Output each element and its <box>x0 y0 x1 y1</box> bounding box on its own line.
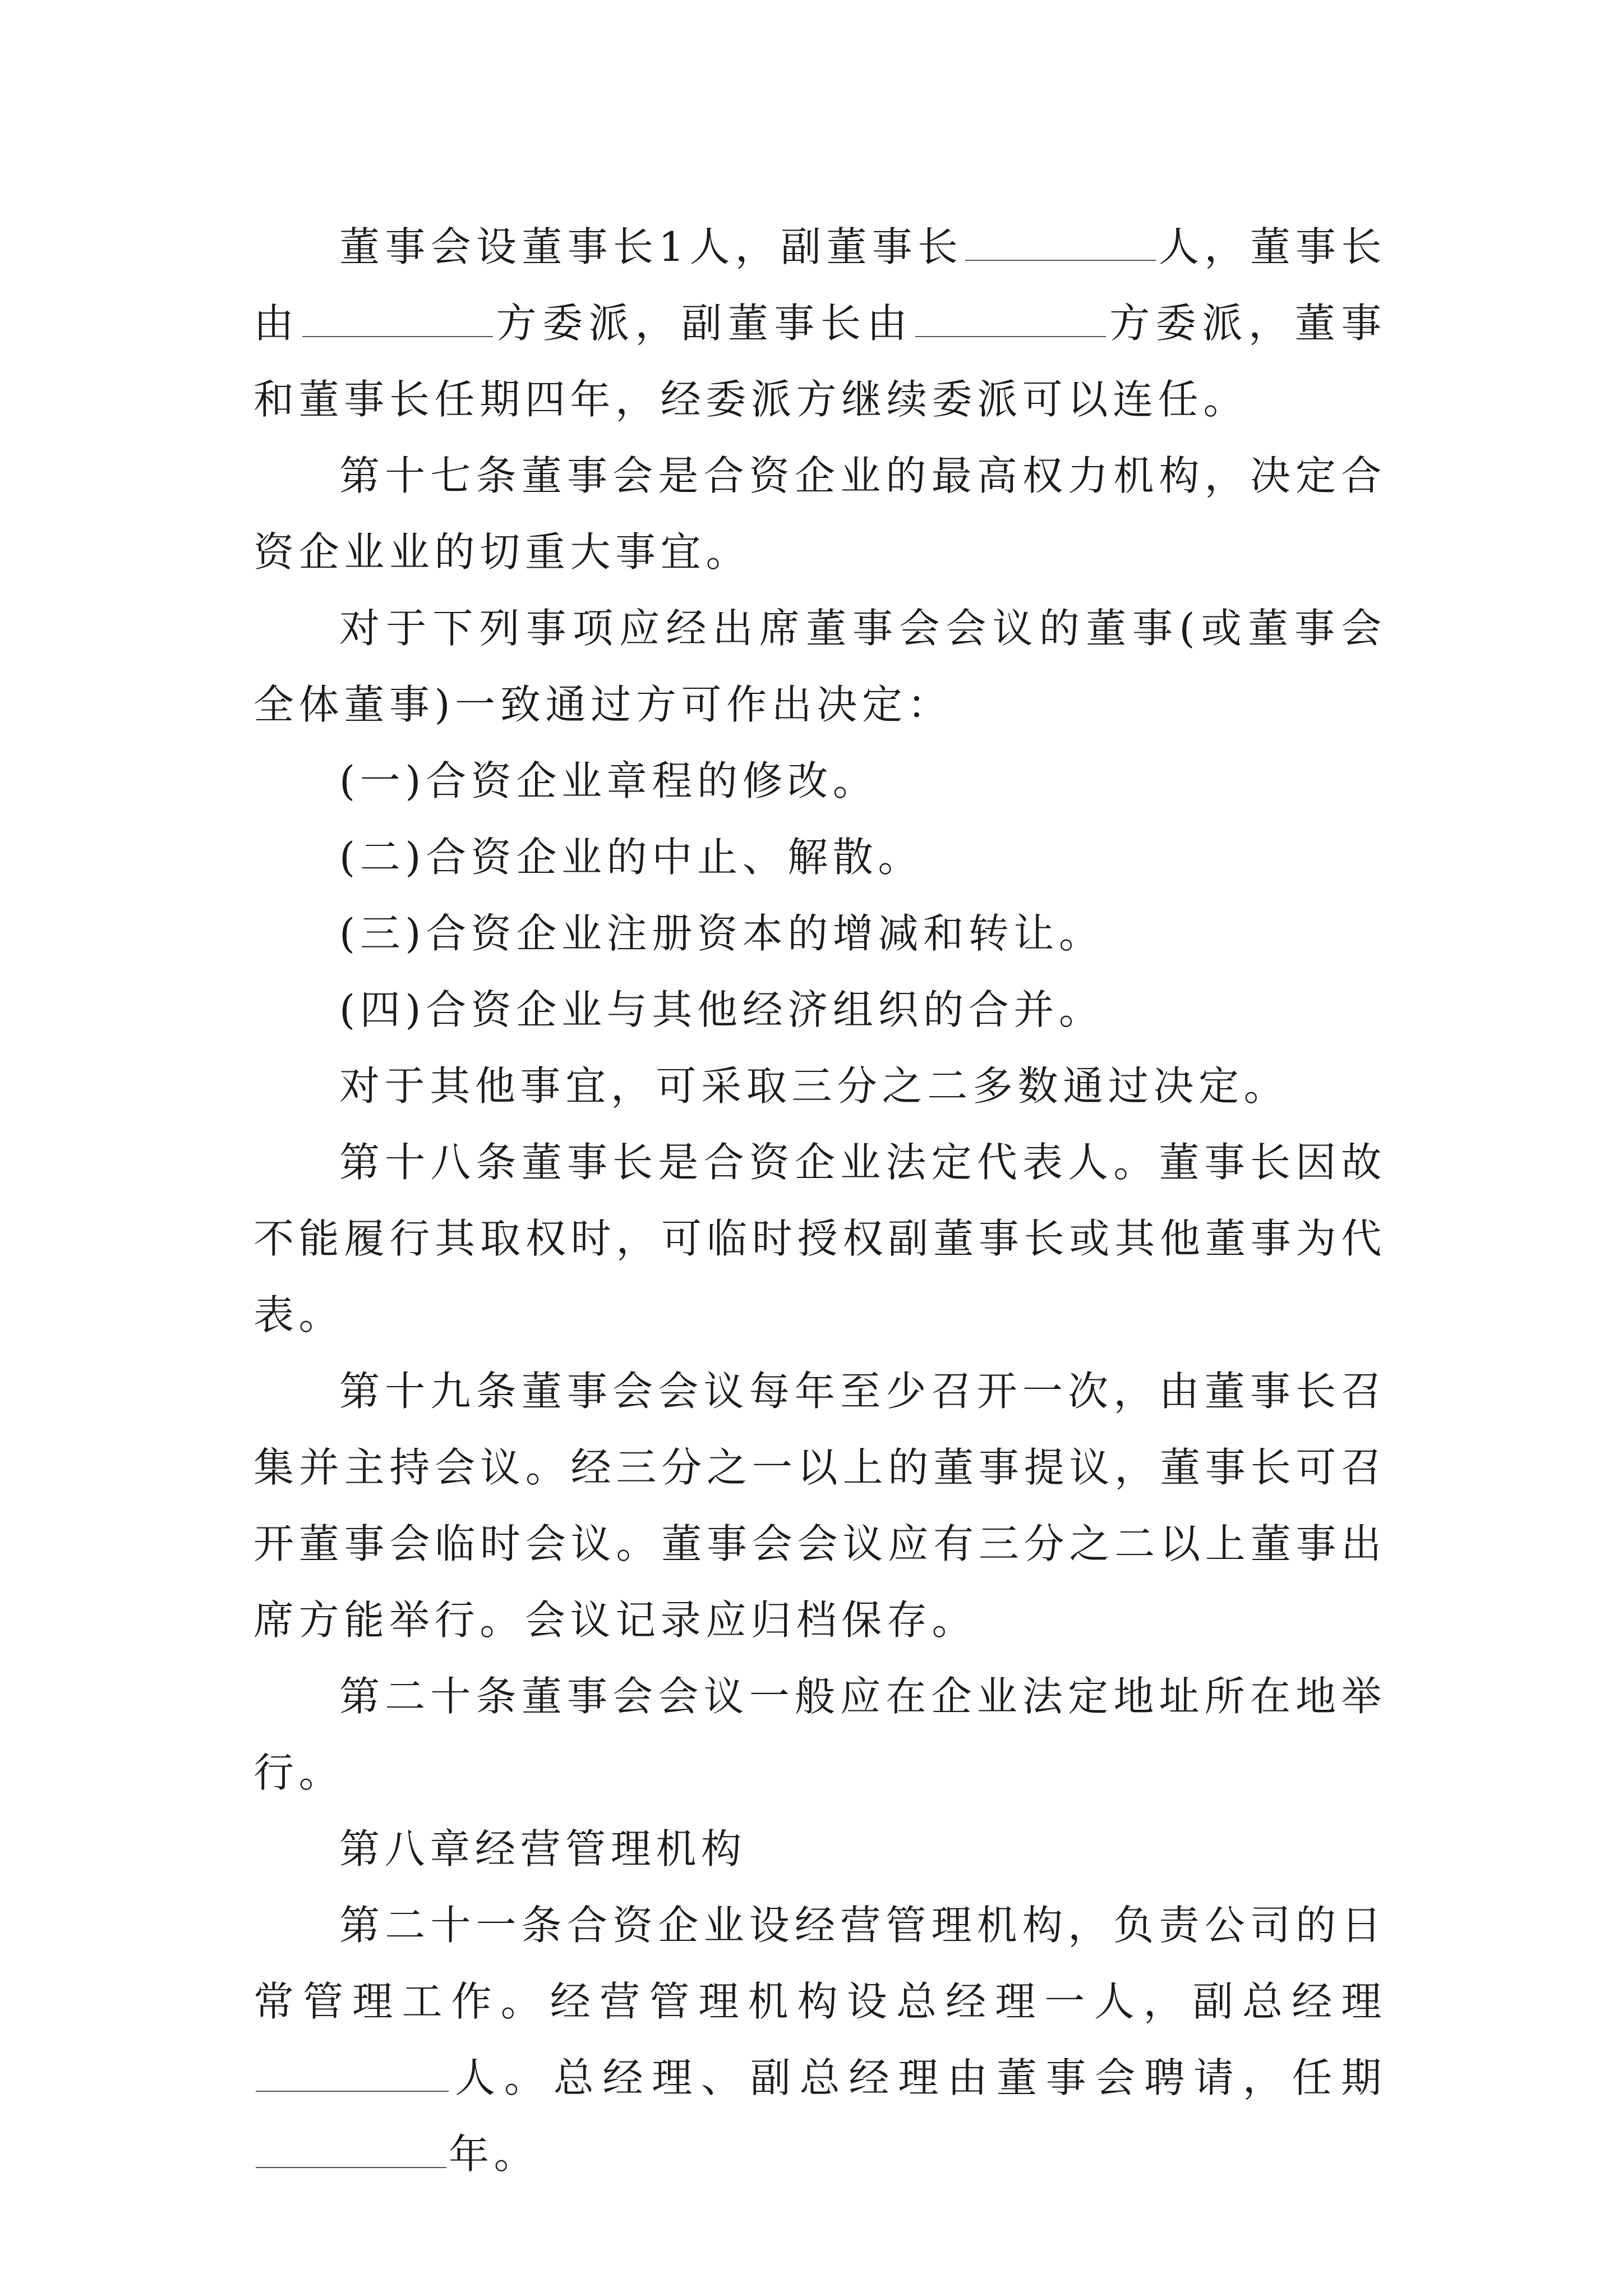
text-segment: 人，董事长由 <box>253 223 1386 347</box>
blank-deputy-manager-count <box>256 2057 449 2092</box>
list-item-1: (一)合资企业章程的修改。 <box>339 757 878 804</box>
text-segment: 第二十一条合资企业设经营管理机构，负责公司的日常管理工作。经营管理机构设总经理一人，副总经理 <box>253 1902 1386 2025</box>
blank-vice-chairman-appointing-party <box>915 302 1106 337</box>
blank-vice-chairman-count <box>965 226 1156 261</box>
blank-term-years <box>256 2133 446 2168</box>
paragraph-article-17: 第十七条董事会是合资企业的最高权力机构，决定合资企业业的切重大事宜。 <box>253 452 1386 576</box>
text-segment: 方委派，董事和董事长任期四年，经委派方继续委派可以连任。 <box>253 300 1387 423</box>
text-segment: 方委派，副董事长由 <box>495 300 914 347</box>
paragraph-other-matters: 对于其他事宜，可采取三分之二多数通过决定。 <box>339 1062 1289 1110</box>
paragraph-article-21 <box>253 1887 1386 2192</box>
list-item-2: (二)合资企业的中止、解散。 <box>339 834 924 881</box>
text-segment: 董事会设董事长1人，副董事长 <box>339 223 963 270</box>
paragraph-article-20: 第二十条董事会会议一般应在企业法定地址所在地举行。 <box>253 1673 1386 1796</box>
paragraph-article-19: 第十九条董事会会议每年至少召开一次，由董事长召集并主持会议。经三分之一以上的董事提议，董事长可召开董事会临时会议。董事会会议应有三分之二以上董事出席方能举行。会议记录应归档保存。 <box>253 1368 1386 1644</box>
paragraph-article-18: 第十八条董事长是合资企业法定代表人。董事长因故不能履行其取权时，可临时授权副董事长或其他董事为代表。 <box>253 1139 1386 1338</box>
list-item-3: (三)合资企业注册资本的增减和转让。 <box>339 910 1104 957</box>
paragraph-unanimous-matters: 对于下列事项应经出席董事会会议的董事(或董事会全体董事)一致通过方可作出决定： <box>253 605 1386 728</box>
text-segment: 人。总经理、副总经理由董事会聘请，任期 <box>451 2054 1386 2101</box>
paragraph-board-composition <box>253 209 1386 438</box>
list-item-4: (四)合资企业与其他经济组织的合并。 <box>339 986 1104 1033</box>
document-body <box>253 209 1386 2192</box>
blank-chairman-appointing-party <box>302 302 493 337</box>
chapter-heading-8: 第八章经营管理机构 <box>339 1825 746 1872</box>
text-segment: 年。 <box>449 2131 540 2178</box>
